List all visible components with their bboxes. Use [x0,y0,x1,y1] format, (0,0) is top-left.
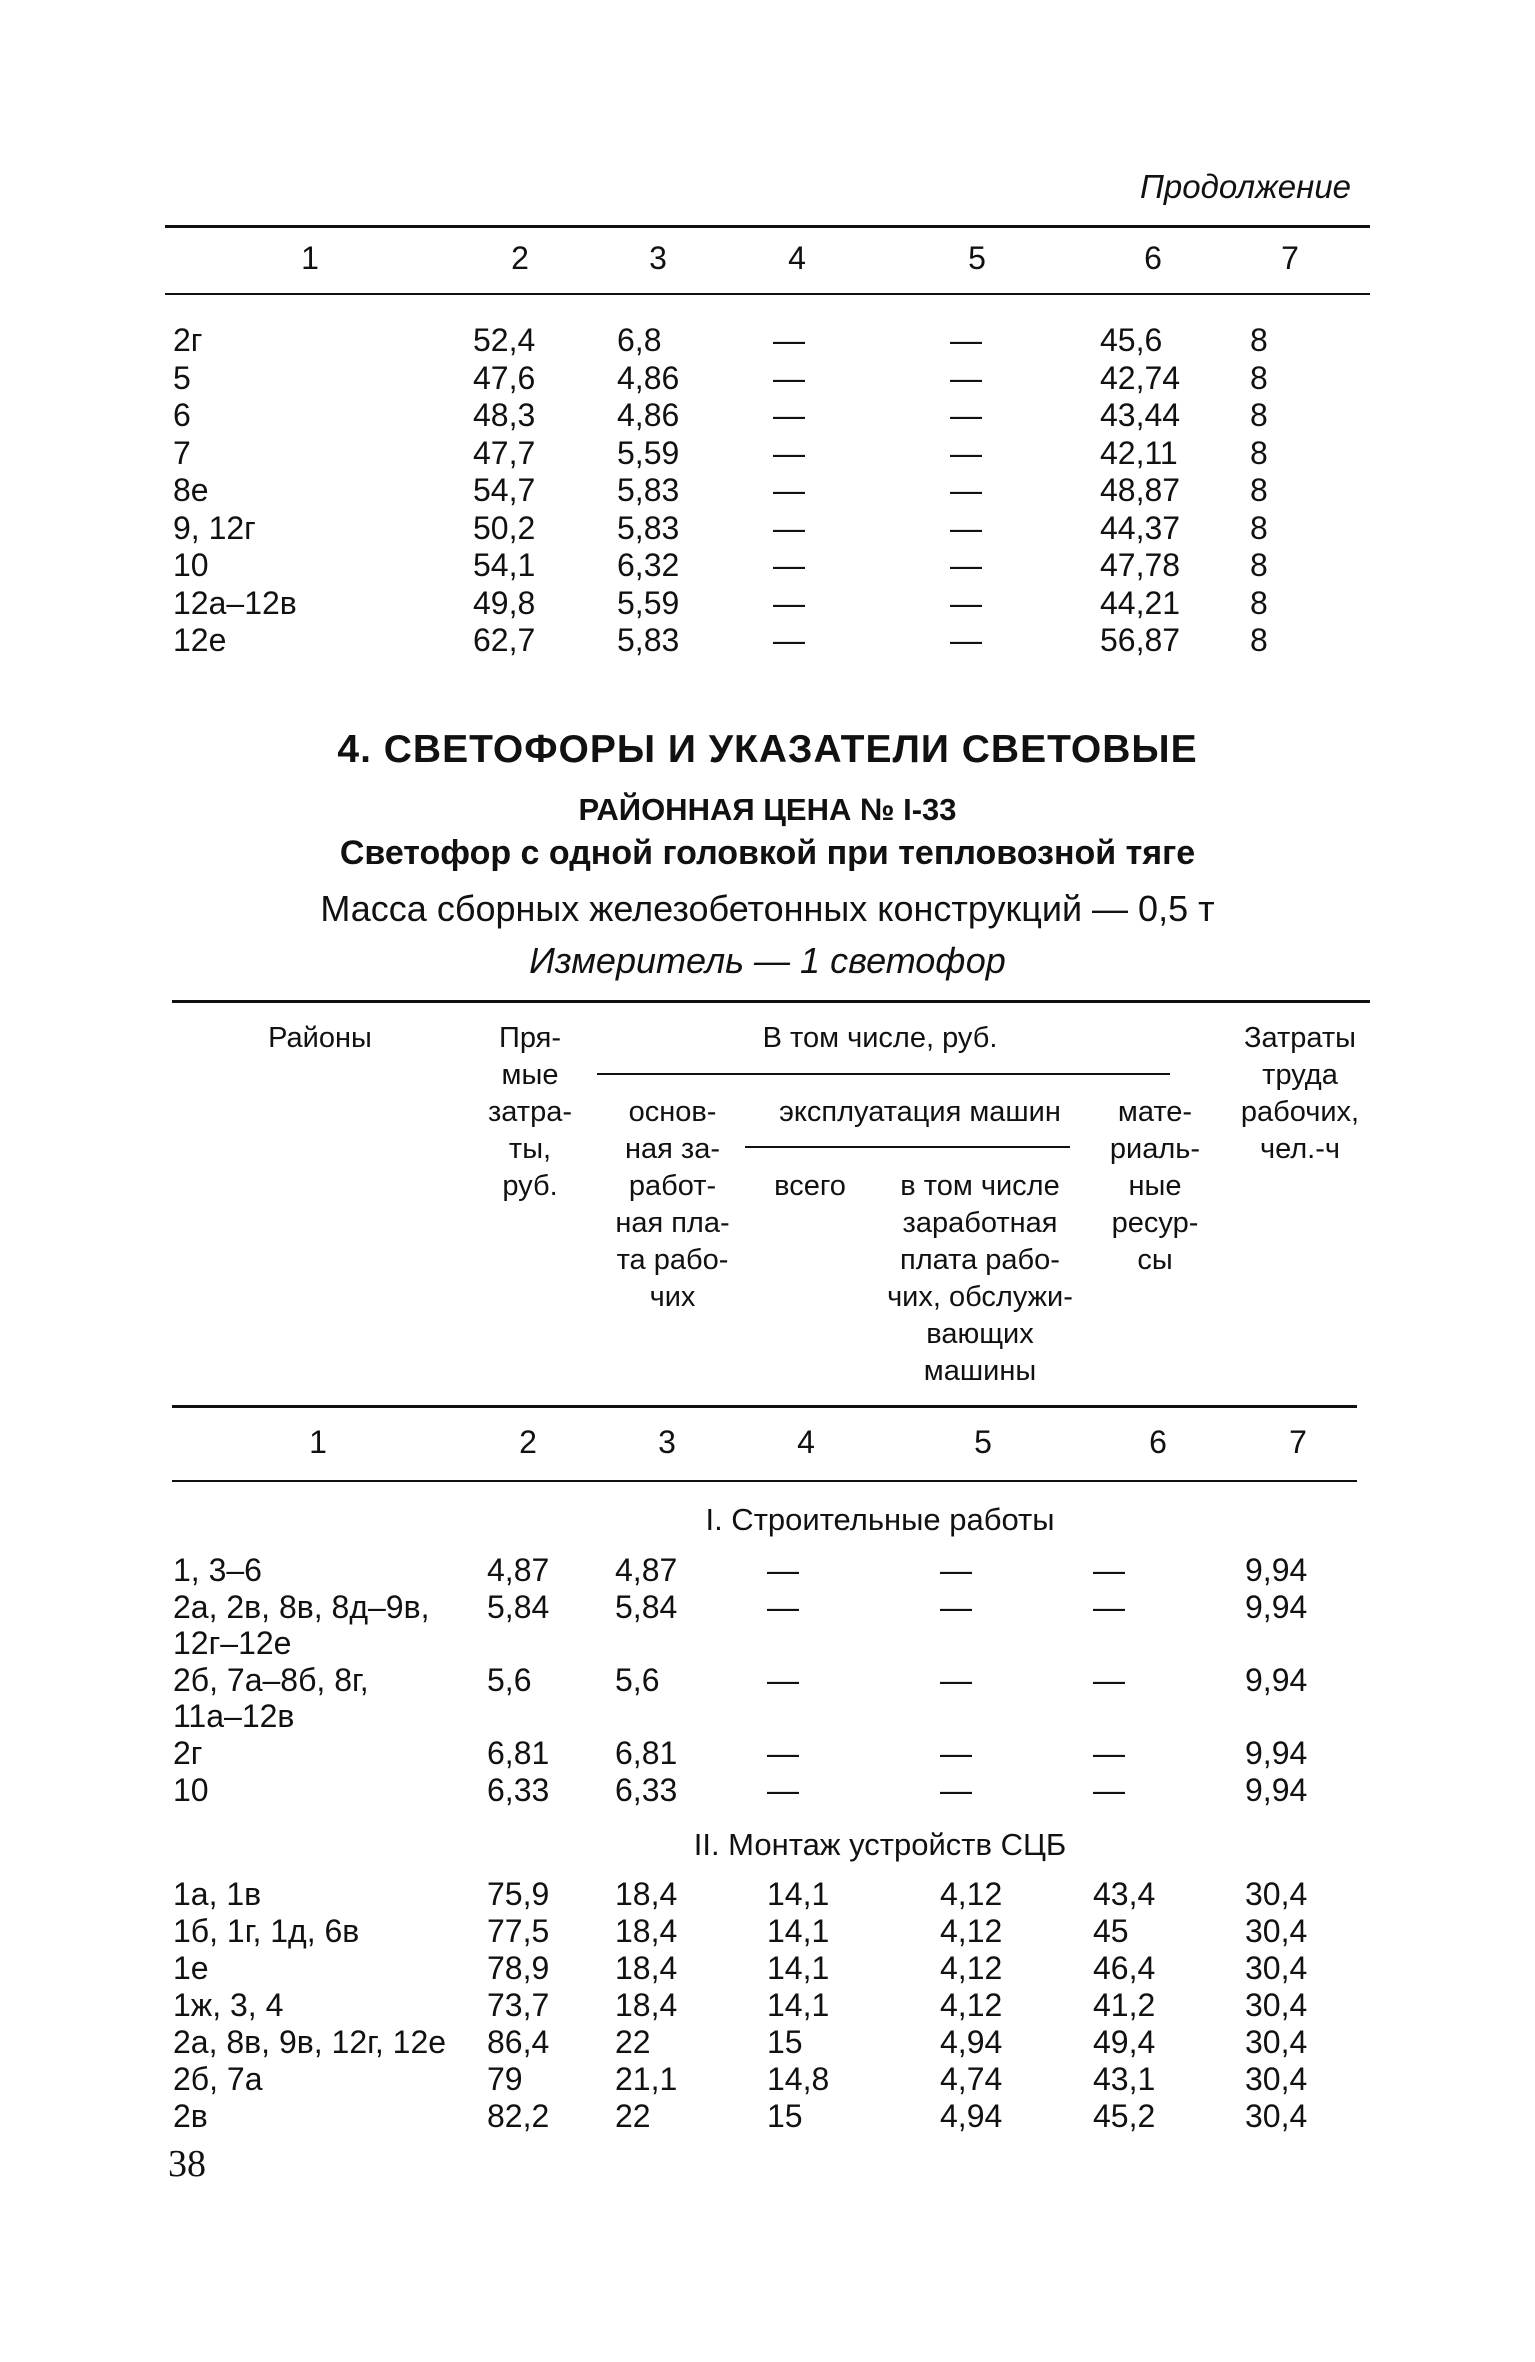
region-cell: 6 [173,397,191,433]
value-cell: 4,74 [940,2061,1003,2097]
column-number: 3 [649,240,667,276]
value-cell: 44,21 [1100,584,1181,621]
value-cell: 30,4 [1245,1876,1308,1912]
value-cell: — [950,547,982,583]
value-cell: 8 [1250,472,1268,508]
value-cell: 30,4 [1245,2024,1308,2060]
value-cell: — [773,509,805,546]
region-cell: 10 [173,547,209,583]
value-cell: 6,8 [617,322,662,358]
value-cell: 8 [1250,359,1268,396]
region-cell: 8е [173,472,209,508]
region-cell: 2б, 7а–8б, 8г, [173,1662,369,1698]
value-cell: 8 [1250,322,1268,358]
value-cell: — [767,1662,799,1698]
value-cell: 4,86 [617,397,680,433]
value-cell: 5,83 [617,622,680,658]
value-cell: 43,1 [1093,2061,1156,2097]
header-materials: мате- риаль- ные ресур- сы [1109,1096,1201,1276]
table2-colnum-rule [172,1480,1357,1482]
region-cell: 2в [173,2098,208,2134]
value-cell: 47,78 [1100,547,1181,583]
value-cell: — [1093,1589,1125,1625]
value-cell: 6,32 [617,547,680,583]
column-number: 1 [309,1424,327,1460]
header-machine-total: всего [774,1170,846,1202]
value-cell: 5,83 [617,509,680,546]
value-cell: 49,8 [473,584,536,621]
value-cell: — [950,622,982,658]
value-cell: — [773,434,805,471]
value-cell: — [767,1772,799,1808]
value-cell: — [773,322,805,358]
value-cell: 4,87 [615,1552,678,1588]
value-cell: 42,74 [1100,359,1181,396]
value-cell: 18,4 [615,1913,678,1949]
value-cell: 77,5 [487,1913,550,1949]
value-cell: — [773,472,805,508]
value-cell: 9,94 [1245,1772,1308,1808]
value-cell: 43,4 [1093,1876,1156,1912]
region-cell: 2б, 7а [173,2061,263,2097]
value-cell: 4,87 [487,1552,550,1588]
value-cell: — [950,434,982,471]
value-cell: 52,4 [473,322,536,358]
value-cell: — [773,584,805,621]
column-number: 6 [1149,1424,1167,1460]
page-number: 38 [168,2143,206,2185]
section-installation: II. Монтаж устройств СЦБ [693,1827,1067,1862]
region-cell: 5 [173,359,191,396]
region-cell: 9, 12г [173,509,256,546]
value-cell: 30,4 [1245,1987,1308,2023]
price-title: РАЙОННАЯ ЦЕНА № I-33 [578,792,957,827]
item-title: Светофор с одной головкой при тепловозной тяге [339,834,1196,872]
value-cell: — [767,1735,799,1771]
column-number: 2 [511,240,529,276]
column-number: 7 [1281,240,1299,276]
value-cell: — [1093,1772,1125,1808]
value-cell: 56,87 [1100,622,1181,658]
header-direct-costs: Пря- мые затра- ты, руб. [488,1022,572,1202]
region-cell: 2а, 2в, 8в, 8д–9в, [173,1589,430,1625]
region-cell: 2г [173,322,203,358]
value-cell: 14,1 [767,1987,830,2023]
value-cell: 18,4 [615,1876,678,1912]
value-cell: — [950,359,982,396]
value-cell: 5,84 [615,1589,678,1625]
region-cell: 1ж, 3, 4 [173,1987,284,2023]
value-cell: 86,4 [487,2024,550,2060]
column-number: 6 [1144,240,1162,276]
value-cell: 44,37 [1100,509,1181,546]
value-cell: 22 [615,2024,651,2060]
value-cell: 4,12 [940,1950,1003,1986]
column-number: 7 [1289,1424,1307,1460]
table1-header-rule [165,293,1370,295]
header-including-rule [597,1073,1170,1075]
value-cell: 5,6 [487,1662,532,1698]
value-cell: 45,6 [1100,322,1163,358]
region-cell: 10 [173,1772,209,1808]
value-cell: 8 [1250,584,1268,621]
value-cell: 43,44 [1100,397,1181,433]
column-number: 2 [519,1424,537,1460]
value-cell: 9,94 [1245,1662,1308,1698]
value-cell: — [1093,1735,1125,1771]
value-cell: 41,2 [1093,1987,1156,2023]
value-cell: — [950,509,982,546]
value-cell: 6,33 [615,1772,678,1808]
header-machine-operation: эксплуатация машин [779,1096,1061,1128]
value-cell: 47,7 [473,434,536,471]
column-number: 5 [968,240,986,276]
value-cell: — [773,359,805,396]
value-cell: 50,2 [473,509,536,546]
value-cell: 6,81 [615,1735,678,1771]
value-cell: 14,1 [767,1950,830,1986]
value-cell: — [940,1772,972,1808]
table2-top-rule [172,1000,1370,1003]
value-cell: 54,7 [473,472,536,508]
value-cell: 30,4 [1245,1913,1308,1949]
column-number: 5 [974,1424,992,1460]
value-cell: 9,94 [1245,1552,1308,1588]
header-base-wage: основ- ная за- работ- ная пла- та рабо- чих [615,1096,730,1313]
value-cell: — [950,472,982,508]
value-cell: 6,33 [487,1772,550,1808]
value-cell: 8 [1250,434,1268,471]
region-cell: 2а, 8в, 9в, 12г, 12е [173,2024,447,2060]
header-regions: Районы [268,1022,372,1054]
region-cell: 12а–12в [173,584,297,621]
value-cell: 18,4 [615,1950,678,1986]
mass-line: Масса сборных железобетонных конструкций — 0,5 т [320,888,1215,929]
column-number: 1 [301,240,319,276]
value-cell: 5,59 [617,434,680,471]
section-construction-works: I. Строительные работы [705,1502,1055,1537]
value-cell: 5,59 [617,584,680,621]
value-cell: 21,1 [615,2061,678,2097]
region-cell: 2г [173,1735,203,1771]
region-cell: 1а, 1в [173,1876,262,1912]
value-cell: 22 [615,2098,651,2134]
value-cell: 5,84 [487,1589,550,1625]
value-cell: — [940,1735,972,1771]
table2-header-rule [172,1405,1357,1408]
value-cell: 4,12 [940,1987,1003,2023]
value-cell: 9,94 [1245,1589,1308,1625]
value-cell: 8 [1250,397,1268,433]
value-cell: — [773,397,805,433]
value-cell: 5,6 [615,1662,660,1698]
value-cell: 54,1 [473,547,536,583]
region-cell: 12г–12е [173,1625,292,1661]
value-cell: 4,86 [617,359,680,396]
value-cell: — [940,1662,972,1698]
value-cell: 45 [1093,1913,1129,1949]
value-cell: 45,2 [1093,2098,1156,2134]
value-cell: 5,83 [617,472,680,508]
table1-top-rule [165,225,1370,228]
section-title: 4. СВЕТОФОРЫ И УКАЗАТЕЛИ СВЕТОВЫЕ [337,728,1198,771]
header-including: В том числе, руб. [762,1022,998,1054]
value-cell: 42,11 [1100,434,1178,471]
continuation-label: Продолжение [1140,168,1352,205]
value-cell: 47,6 [473,359,536,396]
region-cell: 1, 3–6 [173,1552,262,1588]
value-cell: 4,94 [940,2024,1003,2060]
value-cell: 30,4 [1245,2061,1308,2097]
value-cell: 78,9 [487,1950,550,1986]
value-cell: 48,87 [1100,472,1181,508]
value-cell: 30,4 [1245,1950,1308,1986]
value-cell: — [773,547,805,583]
value-cell: — [1093,1552,1125,1588]
value-cell: 62,7 [473,622,536,658]
region-cell: 1е [173,1950,209,1986]
value-cell: 8 [1250,509,1268,546]
column-number: 4 [797,1424,815,1460]
value-cell: — [950,584,982,621]
value-cell: 15 [767,2098,803,2134]
value-cell: — [773,622,805,658]
value-cell: 18,4 [615,1987,678,2023]
value-cell: — [950,322,982,358]
value-cell: 75,9 [487,1876,550,1912]
value-cell: 9,94 [1245,1735,1308,1771]
column-number: 4 [788,240,806,276]
value-cell: 49,4 [1093,2024,1156,2060]
value-cell: 4,12 [940,1876,1003,1912]
header-machine-wage: в том числе заработная плата рабо- чих, обслужи- вающих машины [887,1170,1073,1387]
value-cell: — [767,1552,799,1588]
value-cell: 48,3 [473,397,536,433]
value-cell: 30,4 [1245,2098,1308,2134]
value-cell: — [767,1589,799,1625]
region-cell: 1б, 1г, 1д, 6в [173,1913,360,1949]
measure-line: Измеритель — 1 светофор [529,940,1006,981]
value-cell: 82,2 [487,2098,550,2134]
value-cell: 46,4 [1093,1950,1156,1986]
value-cell: 6,81 [487,1735,550,1771]
value-cell: 73,7 [487,1987,550,2023]
value-cell: — [950,397,982,433]
column-number: 3 [658,1424,676,1460]
header-labor-costs: Затраты труда рабочих, чел.-ч [1240,1022,1360,1165]
value-cell: — [940,1552,972,1588]
value-cell: 15 [767,2024,803,2060]
value-cell: 4,12 [940,1913,1003,1949]
value-cell: 14,1 [767,1876,830,1912]
region-cell: 7 [173,434,191,471]
region-cell: 12е [173,622,227,658]
value-cell: 14,8 [767,2061,830,2097]
value-cell: 14,1 [767,1913,830,1949]
header-machine-rule [745,1146,1070,1148]
region-cell: 11а–12в [173,1698,295,1734]
value-cell: 79 [487,2061,523,2097]
value-cell: 4,94 [940,2098,1003,2134]
value-cell: — [940,1589,972,1625]
value-cell: 8 [1250,547,1268,583]
value-cell: — [1093,1662,1125,1698]
value-cell: 8 [1250,622,1268,658]
